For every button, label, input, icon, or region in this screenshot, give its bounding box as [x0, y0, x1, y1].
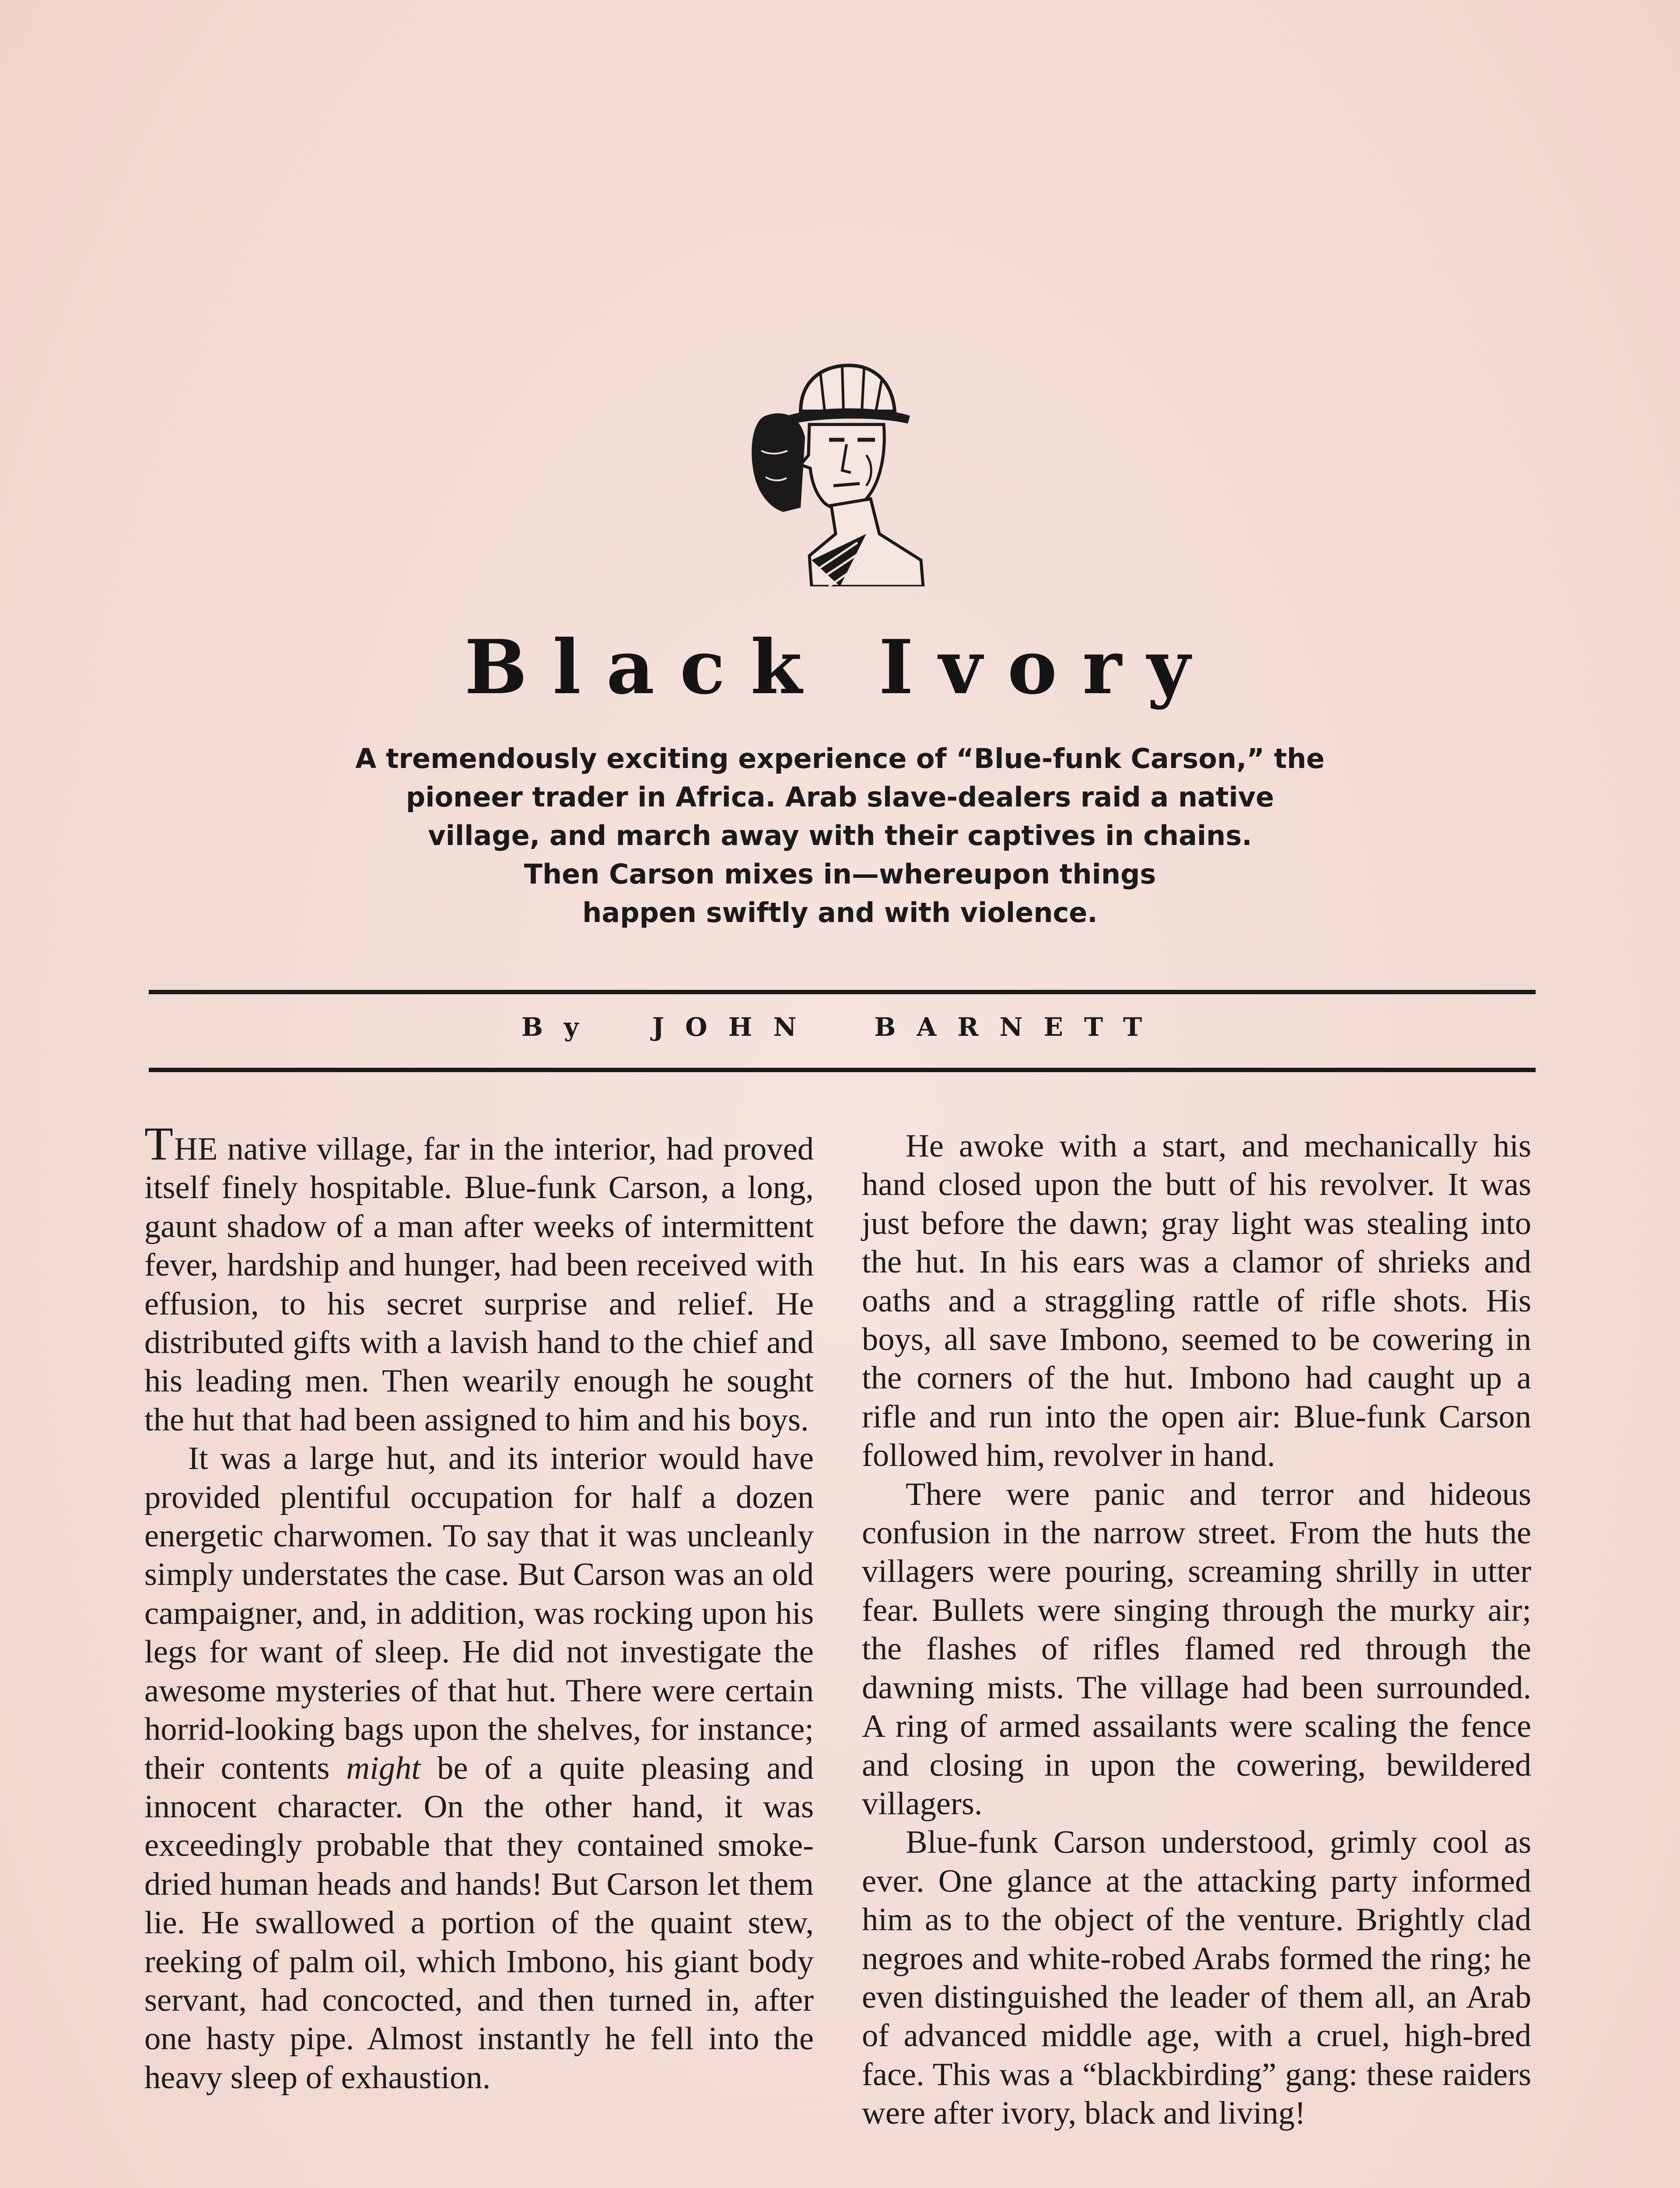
- subtitle-line: pioneer trader in Africa. Arab slave-dealers raid a native: [406, 781, 1274, 813]
- paragraph-text: It was a large hut, and its interior would have provided plentiful occupation for half a dozen energetic charwomen. To say that it was uncleanly simply understates the case. But Carson was an old campaigner, and, in addition, was rocking upon his legs for want of sleep. He did not investigate the awesome mysteries of that hut. There were certain horrid-looking bags upon the shelves, for instance; their contents: [144, 1441, 814, 1786]
- paragraph-text: HE native village, far in the interior, had proved itself finely hospitable. Blue-funk Carson, a long, gaunt shadow of a man after weeks of intermittent fever, hardship and hunger, had been received with effusion, to his secret surprise and relief. He distributed gifts with a lavish hand to the chief and his leading men. Then wearily enough he sought the hut that had been assigned to him and his boys.: [144, 1131, 814, 1438]
- paragraph: Blue-funk Carson understood, grimly cool as ever. One glance at the attacking party informed him as to the object of the venture. Brightly clad negroes and white-robed Arabs formed the ring; he even distinguished the leader of them all, an Arab of advanced middle age, with a cruel, high-bred face. This was a “blackbirding” gang: these raiders were after ivory, black and living!: [862, 1824, 1531, 2132]
- left-column: [144, 1118, 814, 2097]
- carson-and-native-portrait-icon: [735, 350, 932, 586]
- byline-bottom-rule: [149, 1068, 1536, 1072]
- paragraph-text: be of a quite pleasing and innocent character. On the other hand, it was exceedingly probable that they contained smoke-dried human heads and hands! But Carson let them lie. He swallowed a portion of the quaint stew, reeking of palm oil, which Imbono, his giant body servant, had concocted, and then turned in, after one hasty pipe. Almost instantly he fell into the heavy sleep of exhaustion.: [144, 1750, 814, 2096]
- paragraph: He awoke with a start, and mechanically his hand closed upon the butt of his revolver. It was just before the dawn; gray light was stealing into the hut. In his ears was a clamor of shrieks and oaths and a straggling rattle of rifle shots. His boys, all save Imbono, seemed to be cowering in the corners of the hut. Imbono had caught up a rifle and run into the open air: Blue-funk Carson followed him, revolver in hand.: [862, 1128, 1531, 1474]
- author-last-name: BARNETT: [874, 1012, 1163, 1042]
- right-column: [862, 1127, 1531, 2133]
- drop-cap: T: [144, 1118, 173, 1170]
- paragraph: [144, 1118, 814, 1439]
- subtitle-line: Then Carson mixes in—whereupon things: [524, 858, 1156, 890]
- byline: [149, 1014, 1536, 1040]
- story-title: Black Ivory: [464, 624, 1216, 711]
- subtitle-line: village, and march away with their captives in chains.: [428, 820, 1252, 852]
- byline-top-rule: [149, 990, 1536, 994]
- byline-by: By: [521, 1012, 600, 1042]
- author-first-name: JOHN: [652, 1012, 818, 1042]
- paragraph: There were panic and terror and hideous confusion in the narrow street. From the huts the villagers were pouring, screaming shrilly in utter fear. Bullets were singing through the murky air; the flashes of rifles flamed red through the dawning mists. The village had been surrounded. A ring of armed assailants were scaling the fence and closing in upon the cowering, bewildered villagers.: [862, 1476, 1531, 1822]
- italic-word: might: [346, 1750, 421, 1786]
- story-subtitle: [262, 740, 1418, 932]
- paragraph: [144, 1439, 814, 2097]
- subtitle-line: A tremendously exciting experience of “Blue-funk Carson,” the: [355, 743, 1325, 775]
- subtitle-line: happen swiftly and with violence.: [582, 897, 1098, 929]
